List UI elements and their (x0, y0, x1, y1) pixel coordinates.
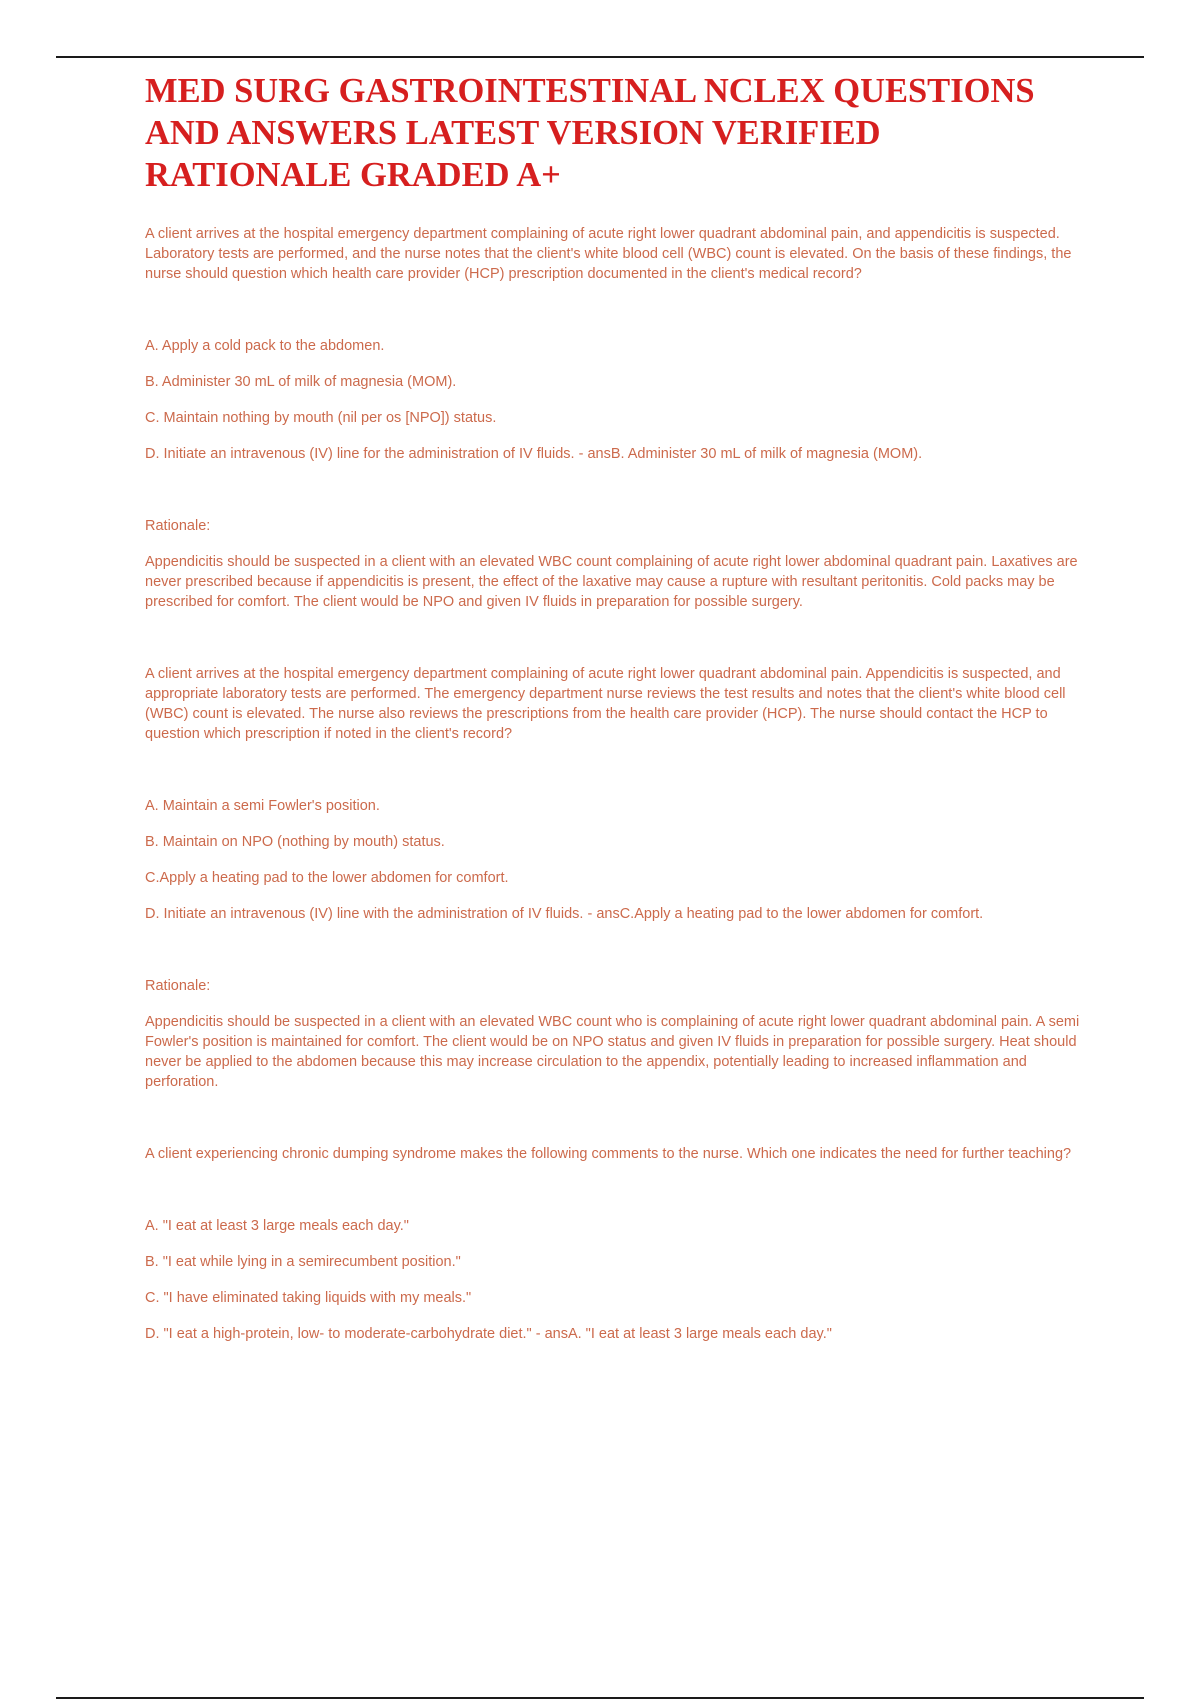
answer-option-b: B. Administer 30 mL of milk of magnesia (MOM). (145, 374, 457, 390)
question-block-2 (145, 664, 1090, 1092)
answer-option-c: C. Maintain nothing by mouth (nil per os [NPO]) status. (145, 410, 497, 426)
answer-option-d: D. Initiate an intravenous (IV) line with the administration of IV fluids. - ansC.Apply a heating pad to the lower abdomen for comfort. (145, 906, 984, 922)
rationale-text: Appendicitis should be suspected in a client with an elevated WBC count who is complaining of acute right lower quadrant abdominal pain. A semi Fowler's position is maintained for comfort. The client would be on NPO status and given IV fluids in preparation for possible surgery. Heat should never be applied to the abdomen because this may increase circulation to the appendix, potentially leading to increased inflammation and perforation. (145, 1014, 1080, 1090)
answer-option-c: C.Apply a heating pad to the lower abdomen for comfort. (145, 870, 509, 886)
answer-option-d: D. "I eat a high-protein, low- to moderate-carbohydrate diet." - ansA. "I eat at least 3 large meals each day." (145, 1326, 832, 1342)
question-block-3 (145, 1144, 1090, 1344)
question-text: A client experiencing chronic dumping syndrome makes the following comments to the nurse. Which one indicates the need for further teaching? (145, 1146, 1072, 1162)
document-page (145, 70, 1090, 1360)
answer-option-b: B. Maintain on NPO (nothing by mouth) status. (145, 834, 445, 850)
question-text: A client arrives at the hospital emergency department complaining of acute right lower quadrant abdominal pain, and appendicitis is suspected. Laboratory tests are performed, and the nurse notes that the client's white blood cell (WBC) count is elevated. On the basis of these findings, the nurse should question which health care provider (HCP) prescription documented in the client's medical record? (145, 226, 1072, 282)
question-block-1 (145, 224, 1090, 612)
answer-option-b: B. "I eat while lying in a semirecumbent position." (145, 1254, 461, 1270)
answer-option-c: C. "I have eliminated taking liquids with my meals." (145, 1290, 472, 1306)
answer-option-a: A. Maintain a semi Fowler's position. (145, 798, 380, 814)
rationale-label: Rationale: (145, 518, 211, 534)
answer-option-a: A. "I eat at least 3 large meals each day." (145, 1218, 409, 1234)
answer-option-a: A. Apply a cold pack to the abdomen. (145, 338, 385, 354)
rationale-text: Appendicitis should be suspected in a client with an elevated WBC count complaining of acute right lower abdominal quadrant pain. Laxatives are never prescribed because if appendicitis is present, the effect of the laxative may cause a rupture with resultant peritonitis. Cold packs may be prescribed for comfort. The client would be NPO and given IV fluids in preparation for possible surgery. (145, 554, 1078, 610)
answer-option-d: D. Initiate an intravenous (IV) line for the administration of IV fluids. - ansB. Administer 30 mL of milk of magnesia (MOM). (145, 446, 923, 462)
top-rule (56, 56, 1144, 58)
document-title: MED SURG GASTROINTESTINAL NCLEX QUESTIONS AND ANSWERS LATEST VERSION VERIFIED RATIONALE GRADED A+ (145, 72, 1035, 194)
bottom-rule (56, 1697, 1144, 1699)
rationale-label: Rationale: (145, 978, 211, 994)
question-text: A client arrives at the hospital emergency department complaining of acute right lower quadrant abdominal pain. Appendicitis is suspected, and appropriate laboratory tests are performed. The emergency department nurse reviews the test results and notes that the client's white blood cell (WBC) count is elevated. The nurse also reviews the prescriptions from the health care provider (HCP). The nurse should contact the HCP to question which prescription if noted in the client's record? (145, 666, 1066, 742)
